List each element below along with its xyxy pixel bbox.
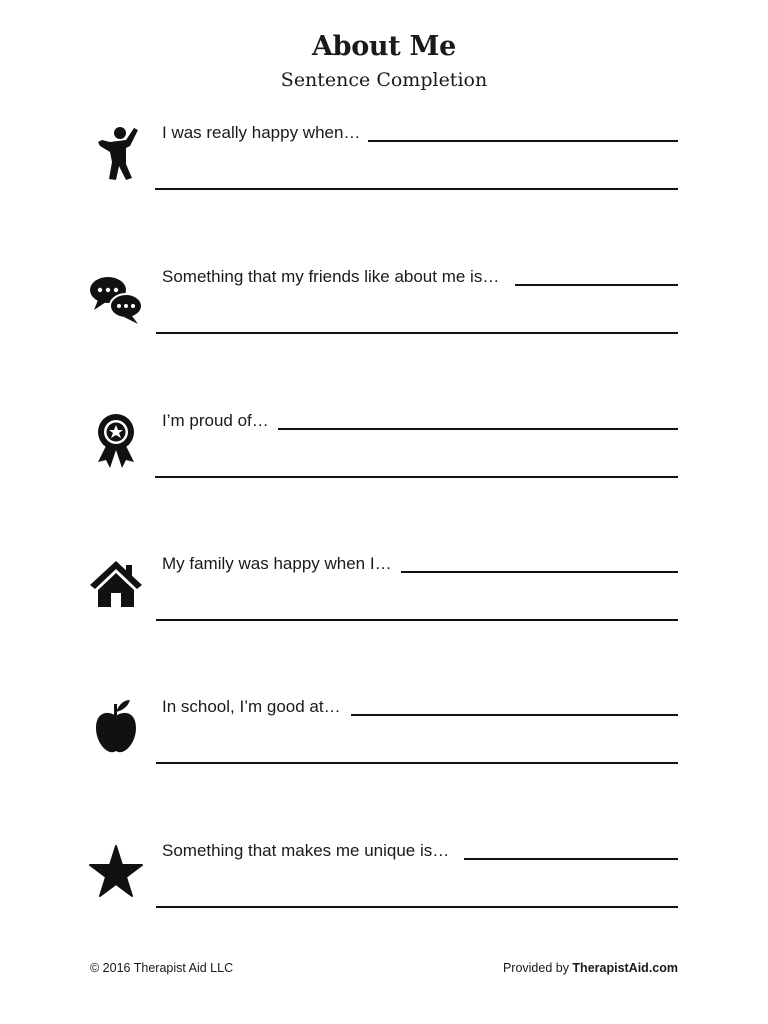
prompt-row-family xyxy=(0,553,768,663)
answer-line-1[interactable] xyxy=(368,140,678,142)
answer-line-1[interactable] xyxy=(464,858,678,860)
page-subtitle: Sentence Completion xyxy=(280,69,488,91)
star-icon xyxy=(88,844,144,904)
prompt-row-happy xyxy=(0,122,768,232)
footer-copyright: © 2016 Therapist Aid LLC xyxy=(90,961,234,975)
answer-line-1[interactable] xyxy=(278,428,678,430)
footer-provided-by xyxy=(503,961,678,975)
answer-line-2[interactable] xyxy=(155,476,678,478)
prompt-row-unique xyxy=(0,840,768,950)
prompt-label: My family was happy when I… xyxy=(162,553,402,575)
answer-line-1[interactable] xyxy=(401,571,678,573)
answer-line-2[interactable] xyxy=(156,332,678,334)
prompt-label: In school, I’m good at… xyxy=(162,696,351,718)
prompt-row-proud xyxy=(0,410,768,520)
provided-by-text: Provided by xyxy=(502,961,573,975)
apple-icon xyxy=(88,698,144,758)
footer-brand-link[interactable]: TherapistAid.com xyxy=(572,961,678,975)
house-icon xyxy=(88,559,144,619)
prompt-label: I was really happy when… xyxy=(162,122,370,144)
prompt-label: I’m proud of… xyxy=(162,410,279,432)
happy-person-icon xyxy=(88,124,144,184)
answer-line-2[interactable] xyxy=(156,619,678,621)
speech-bubbles-icon xyxy=(88,272,144,332)
prompt-label: Something that makes me unique is… xyxy=(162,840,459,862)
prompt-row-friends xyxy=(0,266,768,376)
answer-line-2[interactable] xyxy=(155,188,678,190)
page-title: About Me xyxy=(311,31,456,62)
answer-line-1[interactable] xyxy=(515,284,678,286)
answer-line-1[interactable] xyxy=(351,714,678,716)
prompt-row-school xyxy=(0,696,768,806)
prompt-label: Something that my friends like about me is… xyxy=(162,266,509,288)
award-ribbon-icon xyxy=(88,412,144,472)
answer-line-2[interactable] xyxy=(156,762,678,764)
answer-line-2[interactable] xyxy=(156,906,678,908)
